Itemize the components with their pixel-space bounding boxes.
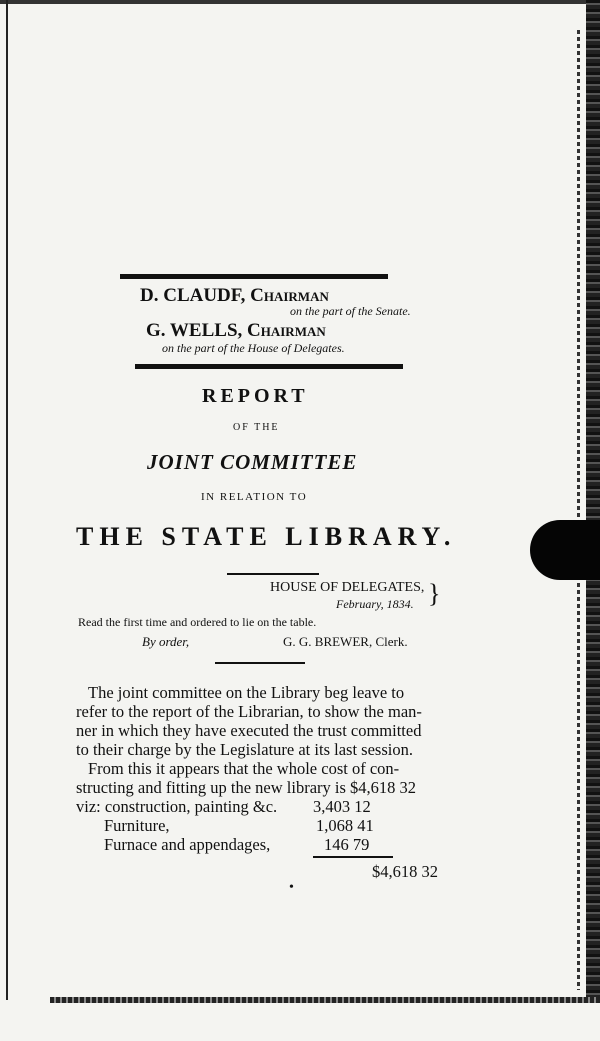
body-line-3: ner in which they have executed the trust committed xyxy=(76,721,422,740)
top-rule xyxy=(120,274,388,279)
cost-row-furniture-value: 1,068 41 xyxy=(316,816,374,835)
page-right-shadow xyxy=(577,30,580,990)
page-bottom-edge xyxy=(50,997,600,1003)
by-order: By order, xyxy=(142,634,190,649)
clerk-line: G. G. BREWER, Clerk. xyxy=(283,634,408,649)
delegates-chairman-role: on the part of the House of Delegates. xyxy=(162,341,345,355)
ink-blot xyxy=(530,520,600,580)
page-top-edge xyxy=(0,0,600,4)
body-line-2: refer to the report of the Librarian, to show the man- xyxy=(76,702,422,721)
body-line-4: to their charge by the Legislature at its last session. xyxy=(76,740,413,759)
ornament-dot: • xyxy=(289,880,294,895)
senate-chairman-role: on the part of the Senate. xyxy=(290,304,411,318)
cost-row-construction-label: viz: construction, painting &c. xyxy=(76,797,278,816)
delegates-chairman: G. WELLS, Chairman xyxy=(146,320,326,341)
senate-chairman: D. CLAUDF, Chairman xyxy=(140,285,329,306)
page-right-edge xyxy=(586,0,600,1000)
short-rule xyxy=(227,573,319,575)
report-title: REPORT xyxy=(202,385,309,407)
house-heading: HOUSE OF DELEGATES, xyxy=(270,580,425,595)
read-line: Read the first time and ordered to lie on the table. xyxy=(78,615,317,629)
body-line-1: The joint committee on the Library beg leave to xyxy=(88,683,405,702)
in-relation-line: IN RELATION TO xyxy=(201,491,308,503)
brace: } xyxy=(428,579,441,608)
cost-row-construction-value: 3,403 12 xyxy=(313,797,371,816)
of-the-line: OF THE xyxy=(233,422,280,433)
sum-rule xyxy=(313,856,393,858)
page-left-edge xyxy=(6,0,8,1000)
body-line-6: structing and fitting up the new library is $4,618 32 xyxy=(76,778,417,797)
bottom-rule xyxy=(135,364,403,369)
total-amount: $4,618 32 xyxy=(372,862,438,881)
date-line: February, 1834. xyxy=(336,597,414,611)
cost-row-furnace-value: 146 79 xyxy=(324,835,370,854)
short-rule-2 xyxy=(215,662,305,664)
joint-committee-title: JOINT COMMITTEE xyxy=(147,450,358,474)
cost-row-furnace-label: Furnace and appendages, xyxy=(104,835,271,854)
body-line-5: From this it appears that the whole cost of con- xyxy=(88,759,400,778)
cost-row-furniture-label: Furniture, xyxy=(104,816,170,835)
state-library-title: THE STATE LIBRARY. xyxy=(76,522,457,551)
